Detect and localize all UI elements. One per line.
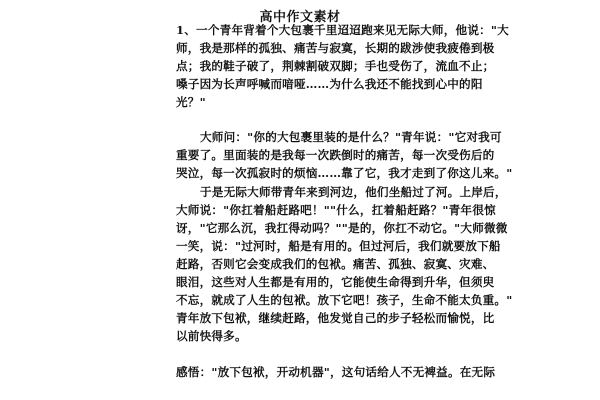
text-line-6: 大师问："你的大包裹里装的是什么？"青年说："它对我可 — [200, 130, 502, 144]
text-line-3: 点；我的鞋子破了，荆棘割破双脚；手也受伤了，流血不止； — [176, 59, 495, 73]
text-line-14: 眼泪，这些对人生都是有用的，它能使生命得到升华，但须臾 — [176, 275, 495, 289]
text-line-11: 讶，"它那么沉，我扛得动吗？""是的，你扛不动它。"大师微微 — [176, 221, 508, 235]
text-line-7: 重要了。里面装的是我每一次跌倒时的痛苦，每一次受伤后的 — [176, 148, 495, 162]
text-line-8: 哭泣，每一次孤寂时的烦恼……靠了它，我才走到了你这儿来。" — [176, 166, 513, 180]
text-line-15: 不忘，就成了人生的包袱。放下它吧！孩子，生命不能太负重。" — [176, 293, 513, 307]
text-line-10: 大师说："你扛着船赶路吧！""什么，扛着船赶路？"青年很惊 — [176, 203, 496, 217]
text-line-1: 1、一个青年背着个大包裹千里迢迢跑来见无际大师，他说："大 — [176, 23, 509, 37]
text-line-17: 以前快得多。 — [176, 329, 247, 343]
text-line-2: 师，我是那样的孤独、痛苦与寂寞，长期的跋涉使我疲倦到极 — [176, 41, 495, 55]
text-line-13: 赶路，否则它会变成我们的包袱。痛苦、孤独、寂寞、灾难、 — [176, 257, 495, 271]
text-line-9: 于是无际大师带青年来到河边，他们坐船过了河。上岸后， — [200, 185, 507, 199]
text-line-16: 青年放下包袱，继续赶路，他发觉自己的步子轻松而愉悦，比 — [176, 311, 495, 325]
text-line-4: 嗓子因为长声呼喊而喑哑……为什么我还不能找到心中的阳 — [176, 77, 483, 91]
document-title: 高中作文素材 — [259, 10, 341, 25]
text-line-5: 光？" — [176, 95, 206, 109]
text-line-18: 感悟："放下包袱，开动机器"，这句话给人不无裨益。在无际 — [176, 365, 496, 379]
text-line-12: 一笑，说："过河时，船是有用的。但过河后，我们就要放下船 — [176, 239, 501, 253]
